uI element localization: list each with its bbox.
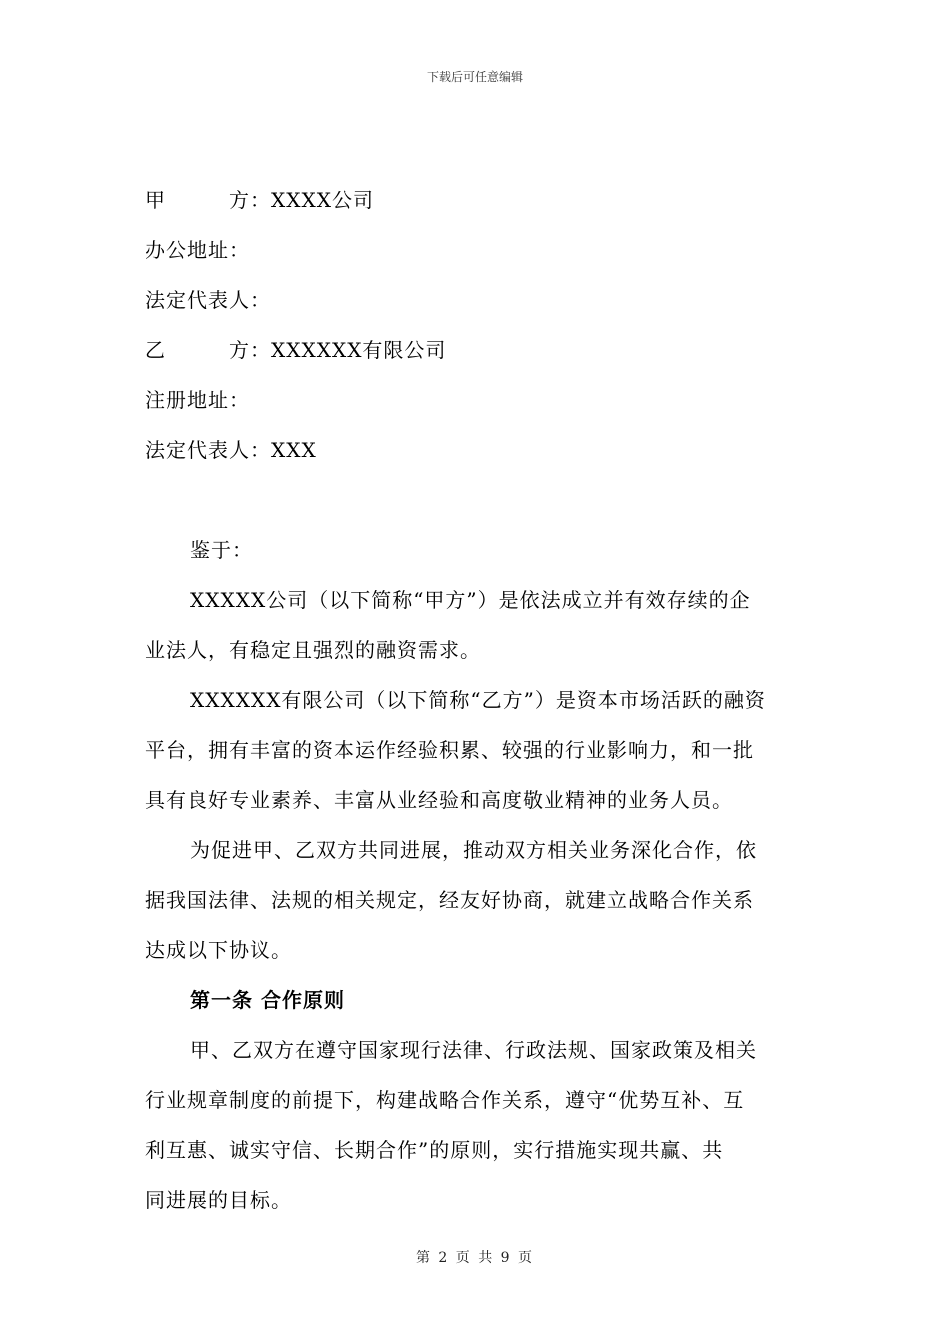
whereas-heading: 鉴于： [190,538,253,562]
para1-line2: 业法人，有稳定且强烈的融资需求。 [145,638,481,662]
para2-line3: 具有良好专业素养、丰富从业经验和高度敬业精神的业务人员。 [145,788,733,812]
article1-title: 第一条 合作原则 [190,988,345,1012]
para3-line2: 据我国法律、法规的相关规定，经友好协商，就建立战略合作关系 [145,888,754,912]
registered-address-line: 注册地址： [145,388,250,412]
party-b-line [145,338,446,362]
party-a-value: XXXX公司 [271,188,374,212]
para3-line3: 达成以下协议。 [145,938,292,962]
para2-line2: 平台，拥有丰富的资本运作经验积累、较强的行业影响力，和一批 [145,738,754,762]
para2-line1: XXXXXX有限公司（以下简称“乙方”）是资本市场活跃的融资 [190,688,766,712]
party-a-line [145,188,374,212]
para4-line4: 同进展的目标。 [145,1188,292,1212]
legal-rep-a-line: 法定代表人： [145,288,271,312]
para4-line2: 行业规章制度的前提下，构建战略合作关系，遵守“优势互补、互 [145,1088,745,1112]
page-footer: 第 2 页 共 9 页 [415,1250,535,1266]
para3-line1: 为促进甲、乙双方共同进展，推动双方相关业务深化合作，依 [190,838,757,862]
para4-line1: 甲、乙双方在遵守国家现行法律、行政法规、国家政策及相关 [190,1038,757,1062]
office-address-line: 办公地址： [145,238,250,262]
legal-rep-b-line: 法定代表人：XXX [145,438,317,462]
party-b-value: XXXXXX有限公司 [271,338,447,362]
party-b-label: 乙 方： [145,338,271,362]
party-a-label: 甲 方： [145,188,271,212]
para4-line3: 利互惠、诚实守信、长期合作”的原则，实行措施实现共赢、共 [145,1138,724,1162]
page-header-note: 下载后可任意编辑 [426,70,523,84]
para1-line1: XXXXX公司（以下简称“甲方”）是依法成立并有效存续的企 [190,588,751,612]
